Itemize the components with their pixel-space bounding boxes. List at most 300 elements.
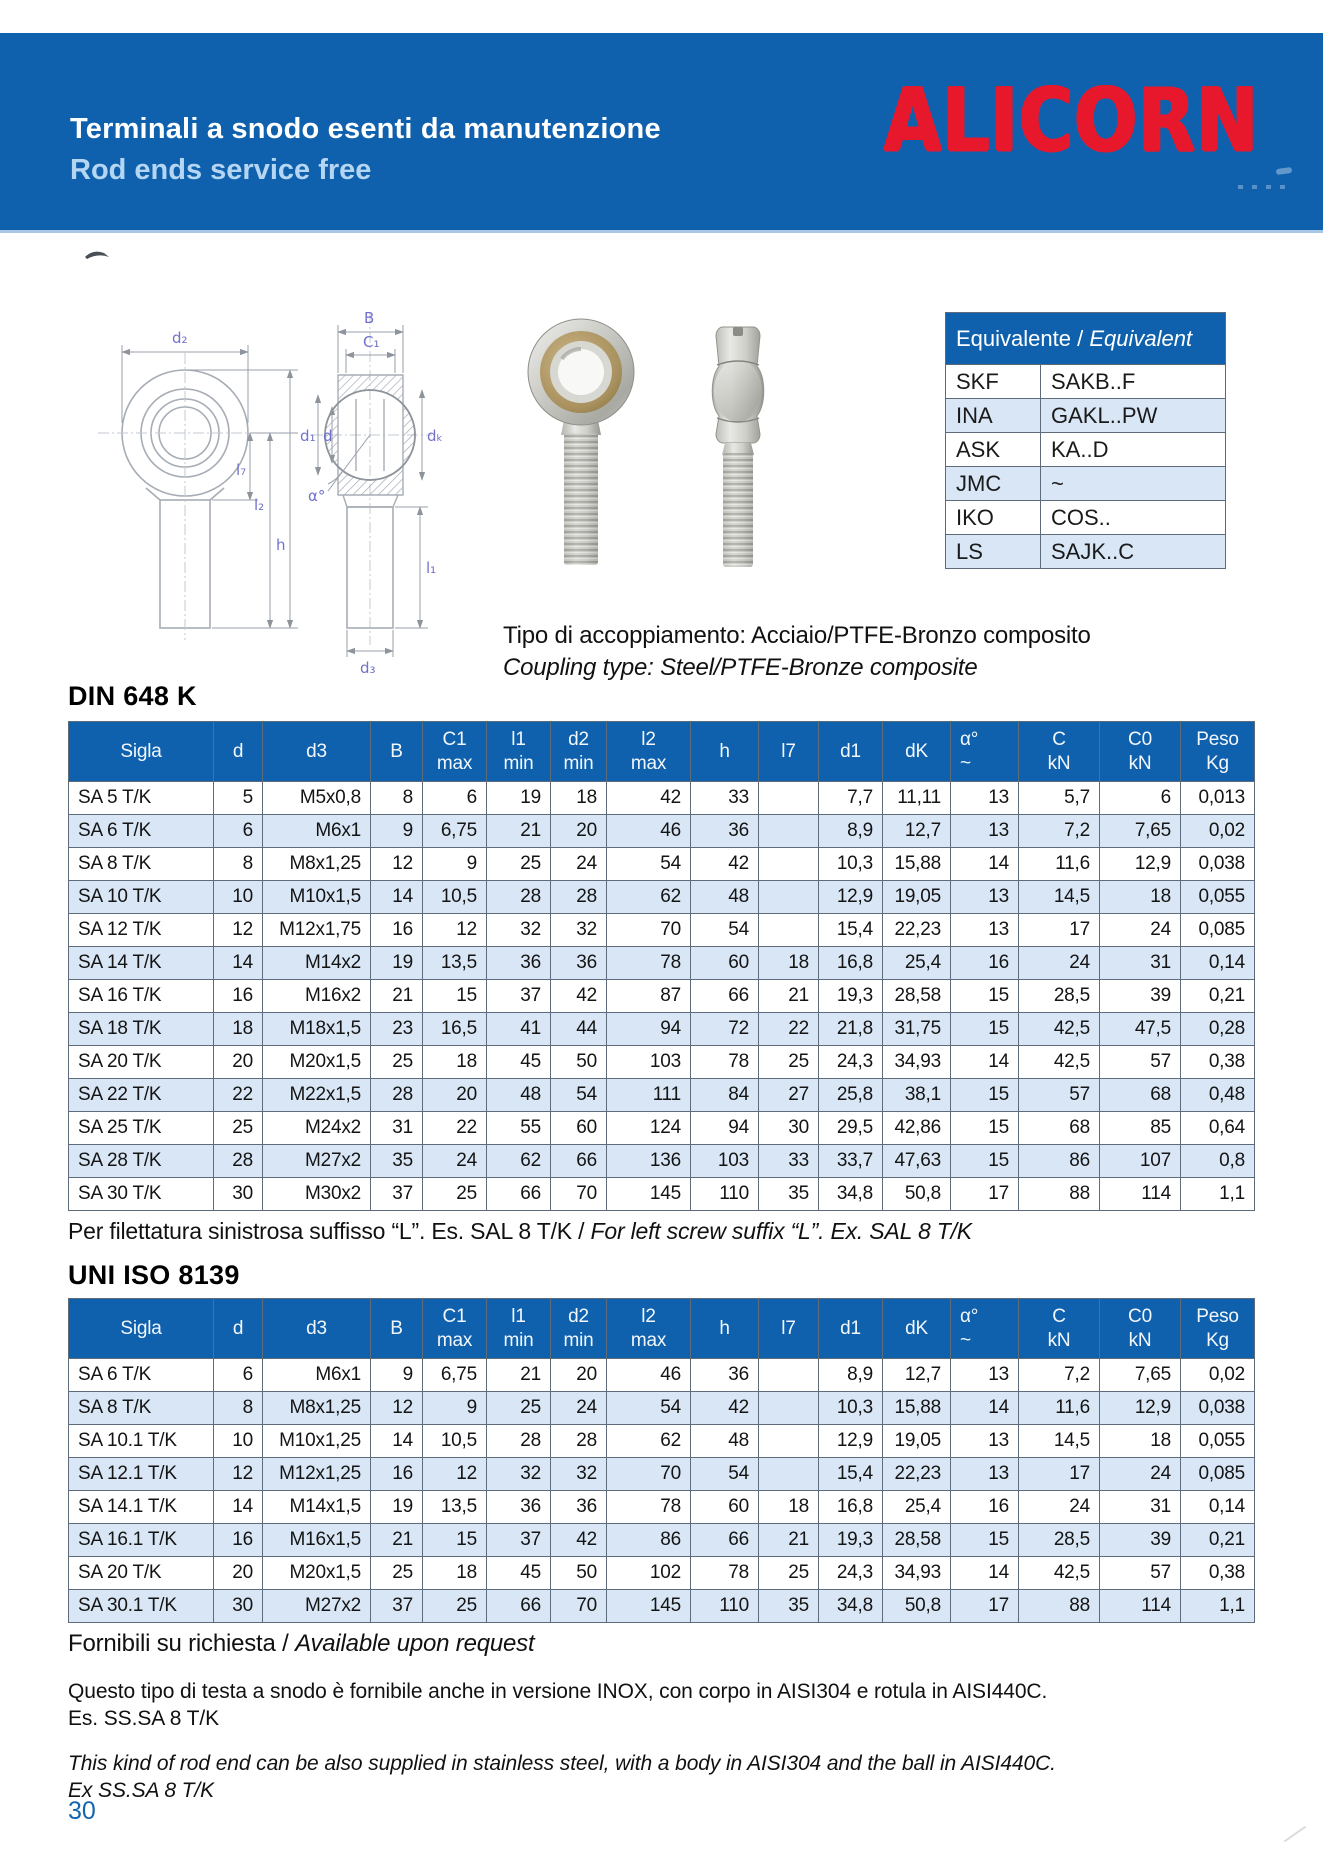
table-cell: 86 [607,1524,691,1557]
table-cell: 6 [423,782,487,815]
table-row [946,365,1226,399]
table-cell: 48 [691,1425,759,1458]
table-cell: SA 30.1 T/K [69,1590,214,1623]
table-cell: 6 [214,815,263,848]
table-cell: 25 [487,848,551,881]
column-header: d3 [263,722,371,782]
table-cell: 5 [214,782,263,815]
column-header: C1 max [423,1299,487,1359]
coupling-note-it: Tipo di accoppiamento: Acciaio/PTFE-Bronzo composito [503,622,1091,649]
table-cell: 68 [1019,1112,1100,1145]
table-cell: GAKL..PW [1041,399,1226,433]
table-cell: 0,038 [1181,1392,1255,1425]
uni-section-title: UNI ISO 8139 [68,1260,240,1290]
din-section-title: DIN 648 K [68,681,197,711]
table-cell: 54 [607,848,691,881]
column-header: C0 kN [1100,1299,1181,1359]
column-header: d1 [819,722,883,782]
table-cell: 70 [551,1178,607,1211]
table-cell: 94 [691,1112,759,1145]
table-cell: 84 [691,1079,759,1112]
table-cell: 44 [551,1013,607,1046]
table-cell: 12 [371,848,423,881]
table-cell: 145 [607,1178,691,1211]
table-cell: 6,75 [423,1359,487,1392]
table-cell: 10 [214,1425,263,1458]
table-row [69,1079,1255,1112]
table-cell: 12,9 [819,881,883,914]
din-table [68,721,1255,1211]
table-cell: 28 [487,1425,551,1458]
table-cell: 46 [607,815,691,848]
table-cell: 37 [487,980,551,1013]
table-cell: 36 [487,947,551,980]
table-cell: 6 [1100,782,1181,815]
table-cell: 14 [951,848,1019,881]
scan-artifact-mark [84,248,112,262]
table-cell: 87 [607,980,691,1013]
din-table-header-row [69,722,1255,782]
table-cell: 12,7 [883,815,951,848]
table-cell: 25 [487,1392,551,1425]
inox-paragraph-en-line2: Ex SS.SA 8 T/K [68,1779,215,1802]
table-row [69,1491,1255,1524]
table-cell: 28,5 [1019,980,1100,1013]
table-cell: M16x1,5 [263,1524,371,1557]
left-thread-note-sep: / [571,1218,591,1244]
table-cell: 13,5 [423,1491,487,1524]
table-cell: 50,8 [883,1590,951,1623]
table-cell: 25 [423,1178,487,1211]
table-cell: 22 [423,1112,487,1145]
table-cell: SA 10.1 T/K [69,1425,214,1458]
table-cell: 34,93 [883,1046,951,1079]
uni-table-header-row [69,1299,1255,1359]
table-cell: 19 [371,947,423,980]
table-cell: 37 [487,1524,551,1557]
product-photo-side [712,327,764,567]
table-cell: 22,23 [883,1458,951,1491]
table-cell: 25 [759,1557,819,1590]
table-cell: 78 [607,1491,691,1524]
column-header: Peso Kg [1181,722,1255,782]
table-cell: 28,5 [1019,1524,1100,1557]
table-cell: 7,65 [1100,815,1181,848]
table-cell: 42 [691,1392,759,1425]
table-cell: 47,63 [883,1145,951,1178]
dim-label-b: B [364,309,375,327]
table-cell: 24 [1019,947,1100,980]
table-cell: 25,4 [883,1491,951,1524]
table-cell: 14 [371,881,423,914]
table-cell: 10,5 [423,1425,487,1458]
table-cell [759,881,819,914]
table-cell: 15 [951,1079,1019,1112]
table-row [69,1359,1255,1392]
table-cell: SA 6 T/K [69,815,214,848]
table-cell: 25 [759,1046,819,1079]
dim-label-c1: C₁ [363,333,380,351]
dim-label-d2: d₂ [172,329,188,347]
table-cell: 0,28 [1181,1013,1255,1046]
table-row [69,1112,1255,1145]
table-cell: M5x0,8 [263,782,371,815]
table-cell: 34,8 [819,1178,883,1211]
dim-label-d3: d₃ [360,659,376,677]
table-cell: 19 [371,1491,423,1524]
table-cell: SAJK..C [1041,535,1226,569]
table-row [69,980,1255,1013]
table-cell: 36 [551,947,607,980]
scan-corner-mark [1284,1826,1306,1843]
table-cell: 12 [423,914,487,947]
column-header: B [371,722,423,782]
table-cell: 28 [214,1145,263,1178]
column-header: l1 min [487,1299,551,1359]
table-cell: 70 [607,914,691,947]
coupling-note-en: Coupling type: Steel/PTFE-Bronze composite [503,654,978,681]
table-cell: 66 [487,1590,551,1623]
table-cell: 22,23 [883,914,951,947]
table-cell: 78 [691,1046,759,1079]
page-subtitle: Rod ends service free [70,154,372,186]
table-cell: 28 [371,1079,423,1112]
table-cell: 24 [551,848,607,881]
table-row [69,1392,1255,1425]
table-cell: 114 [1100,1590,1181,1623]
table-cell: 0,02 [1181,1359,1255,1392]
table-cell: 35 [371,1145,423,1178]
left-thread-note [68,1218,972,1245]
table-cell: 16,5 [423,1013,487,1046]
table-cell: 68 [1100,1079,1181,1112]
equivalence-header-row [946,313,1226,365]
table-row [946,399,1226,433]
table-cell: M27x2 [263,1590,371,1623]
table-row [69,1557,1255,1590]
table-cell: 21 [371,980,423,1013]
table-cell: 25 [371,1557,423,1590]
uni-table [68,1298,1255,1623]
dim-label-l7: l₇ [236,461,247,479]
table-cell: 15 [951,1145,1019,1178]
table-cell: 13 [951,1425,1019,1458]
table-cell: 102 [607,1557,691,1590]
column-header: Peso Kg [1181,1299,1255,1359]
table-cell: 57 [1100,1557,1181,1590]
table-cell: 86 [1019,1145,1100,1178]
table-cell: 0,64 [1181,1112,1255,1145]
table-cell: SA 14 T/K [69,947,214,980]
availability-note-sep: / [275,1630,296,1657]
column-header: l2 max [607,722,691,782]
table-cell: 24 [1100,914,1181,947]
table-cell: 19,3 [819,1524,883,1557]
table-cell: 78 [691,1557,759,1590]
table-cell: 15,88 [883,848,951,881]
product-photos [505,315,805,575]
table-cell: 25 [214,1112,263,1145]
table-cell: 12 [371,1392,423,1425]
table-cell: 16,8 [819,947,883,980]
column-header: C0 kN [1100,722,1181,782]
table-cell: 17 [1019,914,1100,947]
left-thread-note-it: Per filettatura sinistrosa suffisso “L”. Es. SAL 8 T/K [68,1218,572,1244]
table-row [69,782,1255,815]
equivalence-table [945,312,1226,569]
table-cell: 0,21 [1181,1524,1255,1557]
table-cell: 54 [691,1458,759,1491]
table-cell: 42 [551,1524,607,1557]
dim-label-alpha: α° [308,487,326,505]
inox-paragraph-en-line1: This kind of rod end can be also supplied in stainless steel, with a body in AISI304 and the ball in AISI440C. [68,1752,1056,1775]
table-cell: M20x1,5 [263,1046,371,1079]
table-cell: 0,14 [1181,947,1255,980]
table-row [69,1178,1255,1211]
table-cell: 6,75 [423,815,487,848]
table-cell: 28 [551,1425,607,1458]
table-row [69,848,1255,881]
table-cell: 9 [371,1359,423,1392]
table-cell: 42 [607,782,691,815]
table-cell: 15 [423,1524,487,1557]
table-cell: 15 [951,980,1019,1013]
table-row [946,501,1226,535]
table-cell: 39 [1100,1524,1181,1557]
table-cell: 60 [691,1491,759,1524]
table-cell: 45 [487,1046,551,1079]
table-cell: 18 [759,1491,819,1524]
table-cell: 30 [214,1590,263,1623]
column-header: d3 [263,1299,371,1359]
column-header: h [691,1299,759,1359]
table-cell: 20 [423,1079,487,1112]
table-row [946,535,1226,569]
table-cell: 0,38 [1181,1557,1255,1590]
table-cell [759,815,819,848]
table-cell: 66 [691,980,759,1013]
column-header: C1 max [423,722,487,782]
table-cell: 27 [759,1079,819,1112]
table-cell: 50 [551,1046,607,1079]
table-cell: SA 30 T/K [69,1178,214,1211]
table-cell: SA 28 T/K [69,1145,214,1178]
table-cell: SA 12.1 T/K [69,1458,214,1491]
column-header: d1 [819,1299,883,1359]
table-cell: 50 [551,1557,607,1590]
table-row [69,1145,1255,1178]
table-cell: 22 [214,1079,263,1112]
table-row [69,914,1255,947]
table-cell: M12x1,75 [263,914,371,947]
table-cell: 13 [951,1458,1019,1491]
table-cell [759,782,819,815]
inox-paragraph-en [68,1750,1258,1804]
table-cell: 11,11 [883,782,951,815]
table-cell: 9 [423,848,487,881]
table-cell: 7,2 [1019,815,1100,848]
column-header: d2 min [551,722,607,782]
table-row [69,1013,1255,1046]
dim-label-l1: l₁ [426,559,437,577]
table-cell: 8 [371,782,423,815]
table-cell: 16 [371,914,423,947]
column-header: Sigla [69,722,214,782]
table-cell: 19,05 [883,1425,951,1458]
table-cell: ~ [1041,467,1226,501]
table-cell: M27x2 [263,1145,371,1178]
table-cell: 21 [371,1524,423,1557]
table-cell: SA 10 T/K [69,881,214,914]
table-cell: 16 [371,1458,423,1491]
table-cell: 12 [214,1458,263,1491]
logo-brush-mark [1276,167,1293,175]
table-cell: 38,1 [883,1079,951,1112]
table-cell: 24,3 [819,1557,883,1590]
table-cell: 54 [691,914,759,947]
table-cell: 20 [551,1359,607,1392]
table-cell: 41 [487,1013,551,1046]
table-cell: 31 [371,1112,423,1145]
table-cell: COS.. [1041,501,1226,535]
table-cell: 0,055 [1181,881,1255,914]
table-cell: 7,2 [1019,1359,1100,1392]
table-cell: 15,4 [819,1458,883,1491]
table-cell: 32 [551,914,607,947]
table-cell: 25 [423,1590,487,1623]
table-cell: 12,9 [1100,848,1181,881]
table-cell: 0,013 [1181,782,1255,815]
table-cell: 20 [551,815,607,848]
table-cell: 55 [487,1112,551,1145]
table-cell: M16x2 [263,980,371,1013]
table-cell: 19,05 [883,881,951,914]
dim-label-l2: l₂ [254,496,265,514]
table-cell: 34,93 [883,1557,951,1590]
table-cell [759,848,819,881]
table-cell: 15 [951,1112,1019,1145]
table-cell: 6 [214,1359,263,1392]
table-cell: SA 8 T/K [69,848,214,881]
table-cell: SA 12 T/K [69,914,214,947]
dim-label-d: d [323,427,333,445]
inox-paragraph-it-line1: Questo tipo di testa a snodo è fornibile anche in versione INOX, con corpo in AISI304 e rotula in AISI440C. [68,1680,1048,1703]
table-cell: 24 [423,1145,487,1178]
table-cell [759,1359,819,1392]
table-cell: M8x1,25 [263,848,371,881]
table-cell: 28,58 [883,980,951,1013]
table-cell: 16 [951,1491,1019,1524]
table-cell [759,1425,819,1458]
table-cell: 36 [487,1491,551,1524]
table-row [69,1458,1255,1491]
table-cell: 42,86 [883,1112,951,1145]
table-cell: 35 [759,1590,819,1623]
table-cell: 45 [487,1557,551,1590]
column-header: C kN [1019,722,1100,782]
dim-label-h: h [276,536,286,554]
table-cell: 19 [487,782,551,815]
table-cell: 17 [1019,1458,1100,1491]
table-cell: 23 [371,1013,423,1046]
table-cell: 0,21 [1181,980,1255,1013]
table-cell: 13 [951,1359,1019,1392]
table-cell: 15 [951,1524,1019,1557]
column-header: Sigla [69,1299,214,1359]
table-cell: 14 [951,1392,1019,1425]
table-cell: 14 [951,1046,1019,1079]
column-header: h [691,722,759,782]
table-cell: 15 [951,1013,1019,1046]
table-cell: 15,4 [819,914,883,947]
table-cell: 25 [371,1046,423,1079]
column-header: dK [883,722,951,782]
product-photo-front [528,319,634,565]
table-cell: 21 [759,1524,819,1557]
column-header: d [214,1299,263,1359]
table-cell: SKF [946,365,1041,399]
table-cell: 48 [691,881,759,914]
table-row [69,1590,1255,1623]
table-cell: 36 [691,1359,759,1392]
table-cell: 13 [951,881,1019,914]
table-cell: SA 20 T/K [69,1046,214,1079]
table-cell: 47,5 [1100,1013,1181,1046]
table-cell: 15,88 [883,1392,951,1425]
table-cell: 31,75 [883,1013,951,1046]
dim-label-d1: d₁ [300,427,316,445]
table-cell: 10,3 [819,1392,883,1425]
table-cell: 50,8 [883,1178,951,1211]
table-cell: M14x2 [263,947,371,980]
page-title: Terminali a snodo esenti da manutenzione [70,113,661,145]
table-cell: 8 [214,848,263,881]
table-cell [759,914,819,947]
table-cell: 70 [607,1458,691,1491]
table-cell: 14,5 [1019,1425,1100,1458]
table-cell: 25,4 [883,947,951,980]
table-row [69,1425,1255,1458]
table-cell: 39 [1100,980,1181,1013]
table-cell: 10,5 [423,881,487,914]
table-cell: 24 [551,1392,607,1425]
table-cell: 110 [691,1178,759,1211]
table-cell: 32 [551,1458,607,1491]
column-header: l1 min [487,722,551,782]
table-cell: 0,038 [1181,848,1255,881]
table-cell: 36 [691,815,759,848]
table-cell: 124 [607,1112,691,1145]
table-cell: 1,1 [1181,1178,1255,1211]
column-header: l2 max [607,1299,691,1359]
table-cell: 9 [371,815,423,848]
equivalence-title-sep: / [1070,325,1090,351]
table-cell: 13 [951,815,1019,848]
table-cell: 11,6 [1019,1392,1100,1425]
table-cell: 9 [423,1392,487,1425]
table-row [946,467,1226,501]
equivalence-title [946,313,1226,365]
table-cell: M6x1 [263,815,371,848]
table-cell: 28,58 [883,1524,951,1557]
table-cell: 110 [691,1590,759,1623]
table-cell: M30x2 [263,1178,371,1211]
table-cell: 20 [214,1046,263,1079]
coupling-note [503,620,1091,684]
availability-note-en: Available upon request [295,1630,535,1657]
table-cell: 28 [487,881,551,914]
table-cell: 21,8 [819,1013,883,1046]
